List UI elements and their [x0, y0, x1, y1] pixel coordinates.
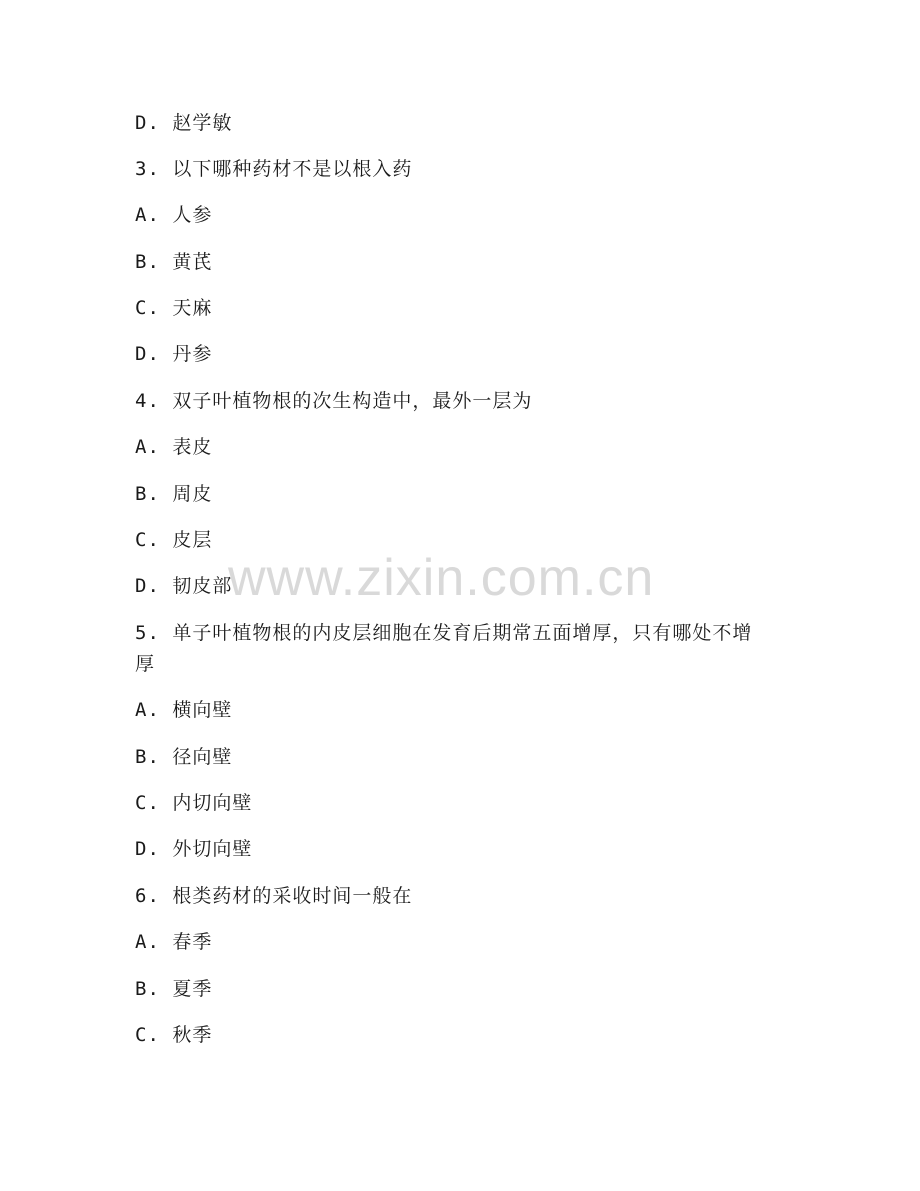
- option-a-q5: A. 横向壁: [135, 699, 233, 721]
- option-c-q6: C. 秋季: [135, 1024, 213, 1046]
- option-d-q2: D. 赵学敏: [135, 112, 233, 134]
- option-b-q4: B. 周皮: [135, 483, 213, 505]
- option-b-q3: B. 黄芪: [135, 251, 213, 273]
- question-4: 4. 双子叶植物根的次生构造中，最外一层为: [135, 390, 533, 412]
- option-b-q6: B. 夏季: [135, 978, 213, 1000]
- watermark: www.zixin.com.cn: [228, 549, 655, 607]
- option-a-q3: A. 人参: [135, 204, 213, 226]
- option-c-q5: C. 内切向壁: [135, 792, 253, 814]
- option-c-q4: C. 皮层: [135, 529, 213, 551]
- option-a-q6: A. 春季: [135, 931, 213, 953]
- option-d-q4: D. 韧皮部: [135, 575, 233, 597]
- question-6: 6. 根类药材的采收时间一般在: [135, 885, 413, 907]
- question-3: 3. 以下哪种药材不是以根入药: [135, 158, 413, 180]
- option-a-q4: A. 表皮: [135, 436, 213, 458]
- option-d-q5: D. 外切向壁: [135, 838, 253, 860]
- option-d-q3: D. 丹参: [135, 343, 213, 365]
- option-c-q3: C. 天麻: [135, 297, 213, 319]
- question-5: 5. 单子叶植物根的内皮层细胞在发育后期常五面增厚，只有哪处不增: [135, 622, 753, 644]
- option-b-q5: B. 径向壁: [135, 746, 233, 768]
- question-5-continued: 厚: [135, 653, 156, 675]
